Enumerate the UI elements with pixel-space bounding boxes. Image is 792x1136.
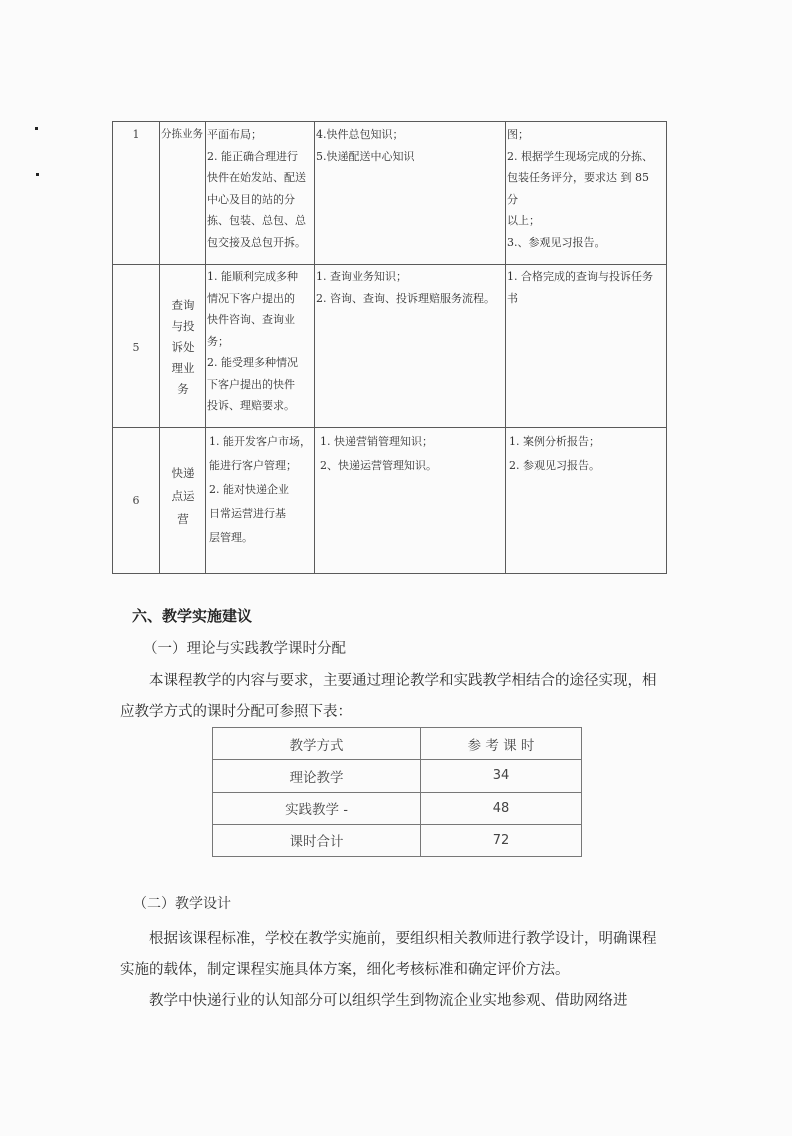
subsection-heading: （一）理论与实践教学课时分配 (143, 641, 346, 657)
module-name: 快递点运营 (171, 466, 195, 526)
assessment-requirements: 1. 合格完成的查询与投诉任务 书 (507, 270, 653, 305)
table-header-row (213, 728, 582, 760)
header-cell: 参 考 课 时 (421, 728, 582, 760)
row-index: 1 (132, 128, 140, 141)
subsection-heading: （二）教学设计 (133, 896, 231, 912)
paragraph-text: 教学中快递行业的认知部分可以组织学生到物流企业实地参观、借助网络进 (149, 993, 628, 1009)
ability-requirements: 1. 能顺利完成多种 情况下客户提出的 快件咨询、查询业 务； 2. 能受理多种情况 下客户提出的快件 投诉、理赔要求。 (207, 270, 298, 412)
paragraph-text: 根据该课程标准，学校在教学实施前，要组织相关教师进行教学设计，明确课程实施的载体，制定课程实施具体方案，细化考核标准和确定评价方法。 (120, 931, 657, 978)
ability-requirements: 平面布局； 2. 能正确合理进行 快件在始发站、配送 中心及目的站的分 拣、包装、总包、总 包交接及总包开拆。 (207, 128, 306, 249)
table-row (213, 792, 582, 824)
hours-cell: 72 (421, 824, 582, 856)
row-index: 5 (132, 341, 140, 354)
method-cell: 实践教学 - (213, 792, 421, 824)
paragraph (120, 924, 665, 986)
knowledge-requirements: 4.快件总包知识； 5.快递配送中心知识 (316, 128, 415, 163)
scan-speck (35, 127, 38, 130)
scan-speck (36, 173, 39, 176)
table-row (213, 760, 582, 792)
course-table (112, 121, 667, 574)
knowledge-requirements: 1. 查询业务知识； 2. 咨询、查询、投诉理赔服务流程。 (316, 270, 495, 305)
knowledge-requirements: 1. 快递营销管理知识； 2、快递运营管理知识。 (320, 435, 437, 472)
hours-cell: 48 (421, 792, 582, 824)
module-name: 分拣业务 (161, 128, 203, 140)
paragraph (120, 666, 665, 728)
module-name: 查询与投诉处理业务 (171, 298, 195, 396)
section-heading: 六、教学实施建议 (132, 607, 253, 625)
assessment-requirements: 1. 案例分析报告； 2. 参观见习报告。 (509, 435, 600, 472)
row-index: 6 (132, 494, 140, 507)
method-cell: 理论教学 (213, 760, 421, 792)
assessment-requirements: 图； 2. 根据学生现场完成的分拣、 包装任务评分，要求达 到 85 分 以上； 3.、参观见习报告。 (507, 128, 653, 249)
hours-table (212, 727, 582, 857)
paragraph (120, 986, 665, 1017)
method-cell: 课时合计 (213, 824, 421, 856)
paragraph-text: 本课程教学的内容与要求，主要通过理论教学和实践教学相结合的途径实现，相应教学方式的课时分配可参照下表： (120, 673, 657, 720)
header-cell: 教学方式 (213, 728, 421, 760)
ability-requirements: 1. 能开发客户市场， 能进行客户管理； 2. 能对快递企业 日常运营进行基 层管理。 (209, 435, 311, 544)
table-row (213, 824, 582, 856)
hours-cell: 34 (421, 760, 582, 792)
